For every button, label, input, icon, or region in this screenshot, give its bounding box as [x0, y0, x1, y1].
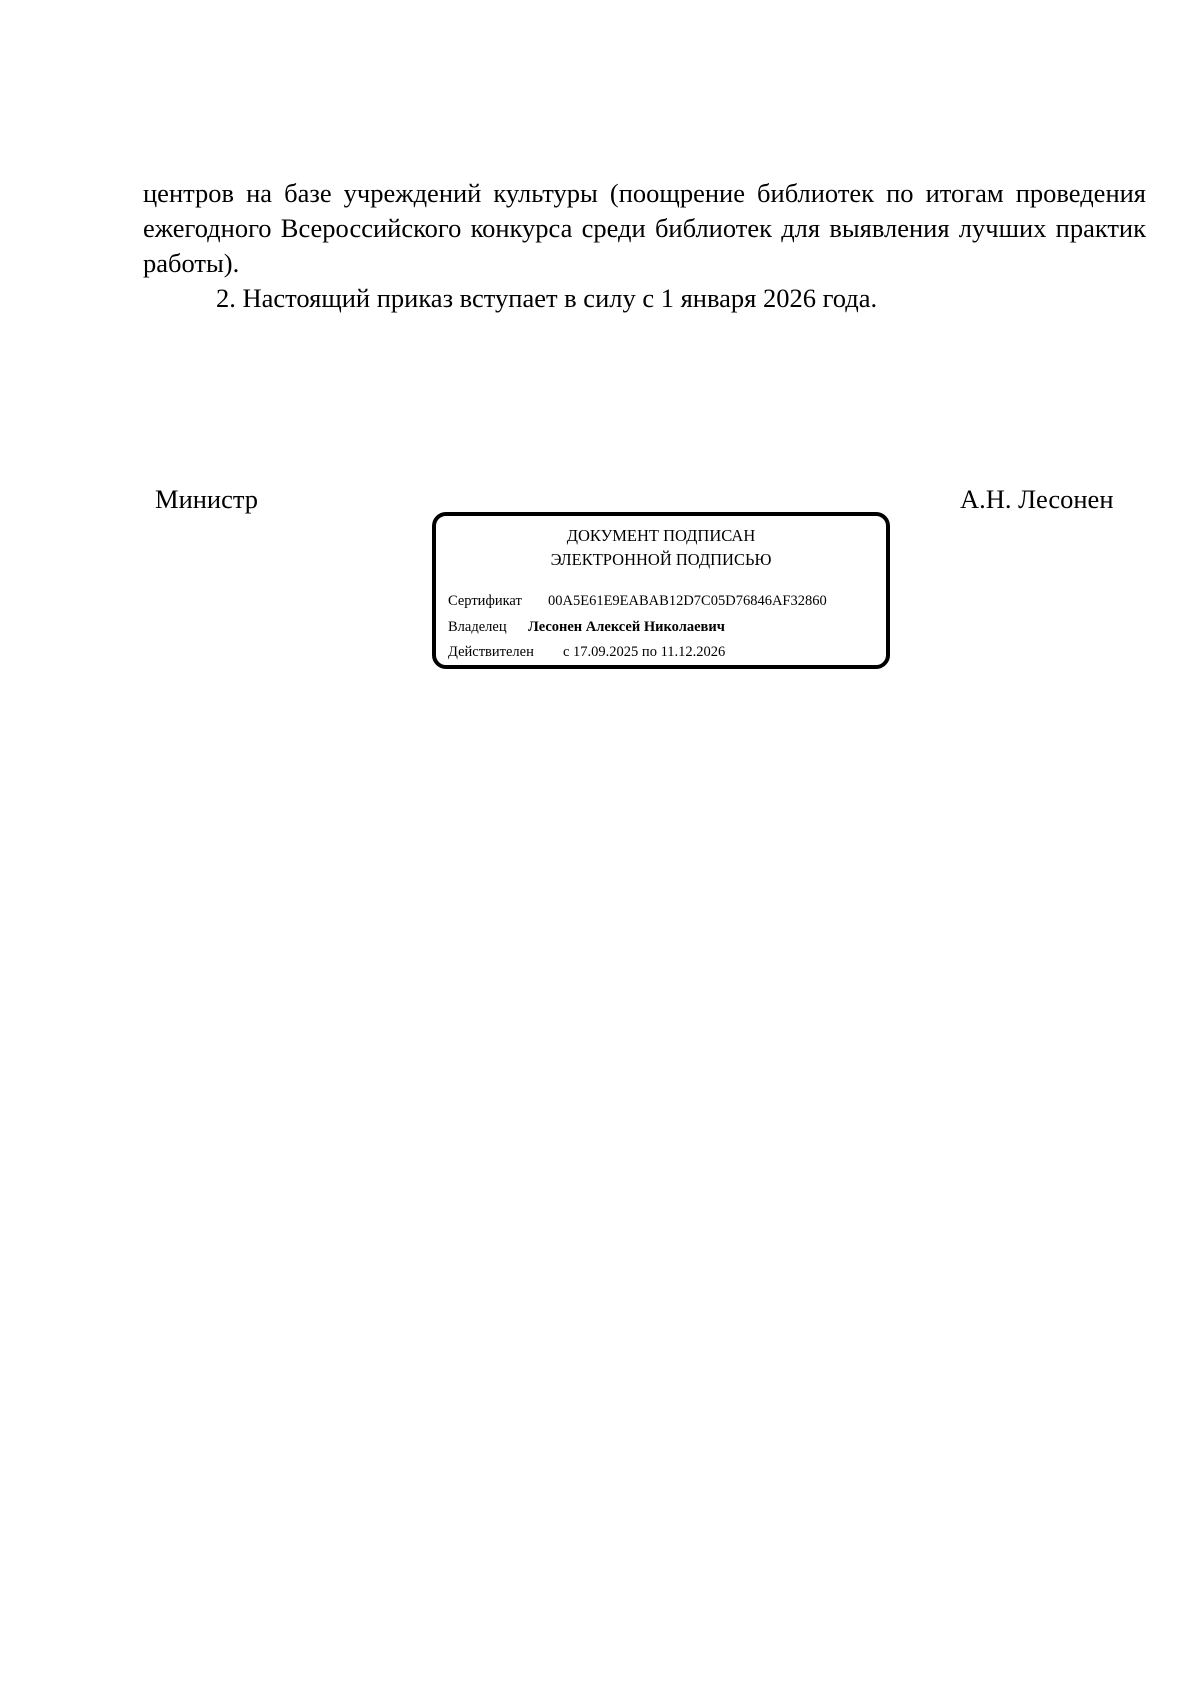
stamp-validity-row: [448, 644, 726, 661]
stamp-heading-line-2: ЭЛЕКТРОННОЙ ПОДПИСЬЮ: [550, 550, 772, 569]
stamp-owner-label: Владелец: [448, 619, 507, 635]
stamp-certificate-value: 00A5E61E9EABAB12D7C05D76846AF32860: [548, 593, 827, 609]
stamp-owner-value: Лесонен Алексей Николаевич: [528, 619, 725, 635]
stamp-heading-line-1: ДОКУМЕНТ ПОДПИСАН: [566, 526, 756, 545]
signatory-name: А.Н. Лесонен: [960, 484, 1114, 514]
electronic-signature-stamp: [432, 512, 890, 669]
stamp-certificate-row: [448, 593, 827, 610]
paragraph-continuation: центров на базе учреждений культуры (поощрение библиотек по итогам проведения ежегодного Всероссийского конкурса среди библиотек для выявления лучших практик работы).: [143, 178, 1146, 278]
stamp-owner-row: [448, 619, 725, 636]
paragraph-2: 2. Настоящий приказ вступает в силу с 1 января 2026 года.: [216, 283, 878, 313]
stamp-heading: [436, 524, 886, 572]
stamp-validity-label: Действителен: [448, 644, 534, 660]
document-body: [143, 176, 1146, 316]
stamp-certificate-label: Сертификат: [448, 593, 522, 609]
stamp-validity-value: с 17.09.2025 по 11.12.2026: [563, 644, 726, 660]
signatory-title: Министр: [155, 484, 259, 514]
